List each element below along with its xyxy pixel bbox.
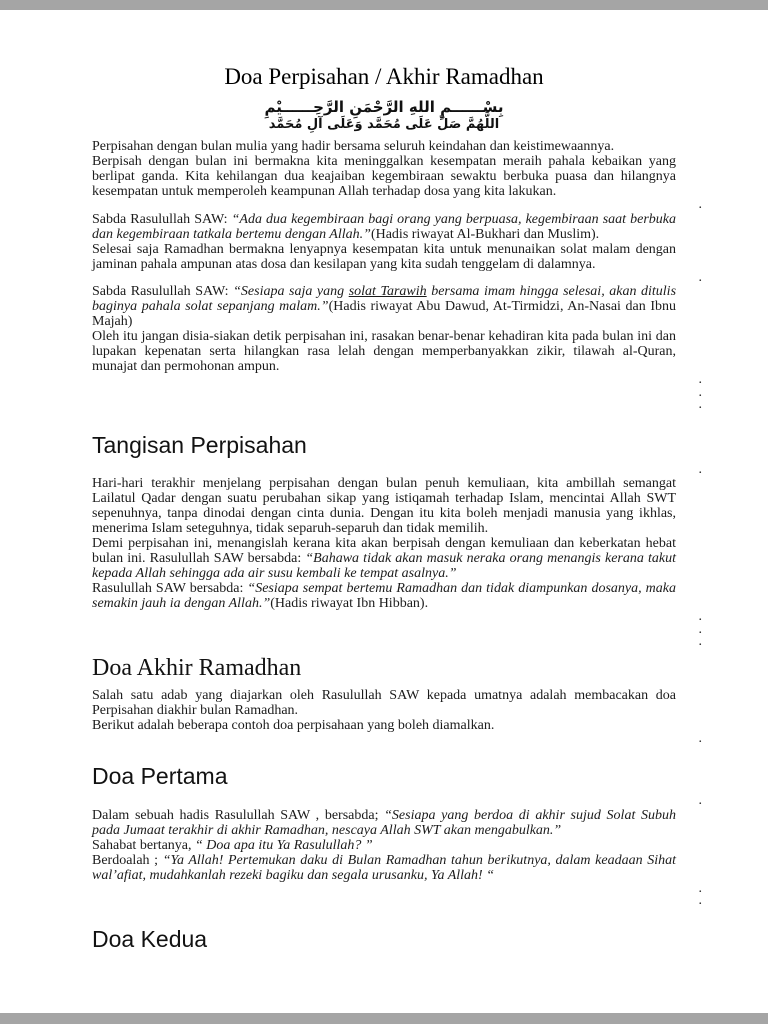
text-run: Berpisah dengan bulan ini bermakna kita meninggalkan kesempatan meraih pahala kebaikan yang berlipat ganda. Kita kehilangan dua keajaiban kegembiraan sewaktu berbuka puasa dan hilangnya kesempatan untuk memperoleh keampunan Allah terhadap dosa yang kita lakukan. (92, 154, 676, 199)
paragraph-hadis-ibn-hibban (92, 581, 676, 611)
text-run: Oleh itu jangan disia-siakan detik perpisahan ini, rasakan benar-benar kehadiran kita pada bulan ini dan lupakan kepenatan serta hilangkan rasa lelah dengan memperbanyakkan zikir, tilawah al-Quran, munajat dan permohonan ampun. (92, 329, 676, 374)
text-run: (Hadis riwayat Ibn Hibban). (270, 596, 429, 611)
text-run: Berdoalah ; (92, 852, 163, 868)
margin-dot-line: . (698, 397, 702, 412)
text-run: “Ya Allah! Pertemukan daku di Bulan Ramadhan tahun berikutnya, dalam keadaan Sihat wal’afiat, mudahkanlah rezeki bagiku dan segala urusanku, Ya Allah! “ (92, 852, 677, 883)
heading-doa-pertama: Doa Pertama (92, 763, 228, 789)
margin-dots (92, 611, 702, 649)
margin-dot-line: . (698, 893, 702, 908)
paragraph-salah-satu-adab (92, 688, 676, 718)
paragraph-intro (92, 139, 676, 154)
margin-dot-line: . (698, 730, 702, 746)
margin-dot (92, 730, 702, 746)
paragraph-berdoalah (92, 853, 676, 883)
margin-dot-line: . (698, 621, 702, 637)
text-run: “Sesiapa saja yang (233, 284, 349, 299)
document-content (92, 64, 702, 958)
text-run: Sabda Rasulullah SAW: (92, 284, 234, 299)
page-edge-bottom (0, 1013, 768, 1024)
margin-dot-line: . (698, 880, 702, 896)
paragraph-berpisah (92, 154, 676, 199)
margin-dot (92, 199, 702, 212)
text-run: “Sesiapa yang berdoa di akhir sujud Solat Subuh pada Jumaat terakhir di akhir Ramadhan, nescaya Allah SWT akan mengabulkan.” (92, 807, 676, 838)
paragraph-hari-hari-terakhir (92, 476, 676, 536)
arabic-bismillah-line: بِسْــــــمِ اللهِ الرَّحْمَنِ الرَّحِــــــيْمِ (264, 98, 504, 116)
text-run: Perpisahan dengan bulan mulia yang hadir bersama seluruh keindahan dan keistimewaannya. (92, 139, 615, 154)
paragraph-berikut-adalah (92, 718, 676, 733)
margin-dot-line: . (698, 269, 702, 285)
margin-dots (92, 880, 702, 908)
text-run: Salah satu adab yang diajarkan oleh Rasulullah SAW kepada umatnya adalah membacakan doa Perpisahan diakhir bulan Ramadhan. (92, 687, 676, 718)
paragraph-hadis-dua-kegembiraan (92, 212, 676, 242)
page-title: Doa Perpisahan / Akhir Ramadhan (224, 64, 544, 89)
text-run: “ Doa apa itu Ya Rasulullah? ” (195, 837, 373, 853)
paragraph-hadis-tarawih (92, 284, 676, 329)
text-run: Sahabat bertanya, (92, 837, 196, 853)
heading-doa-kedua: Doa Kedua (92, 925, 208, 952)
paragraph-sahabat-bertanya (92, 838, 676, 853)
margin-dot-line: . (698, 793, 702, 808)
paragraph-oleh-itu (92, 329, 676, 374)
text-run: bersama imam hingga selesai, akan ditulis baginya pahala solat sepanjang malam.” (92, 284, 677, 314)
text-run: Sabda Rasulullah SAW: (92, 211, 232, 227)
margin-dots (92, 374, 702, 412)
paragraph-demi-perpisahan (92, 536, 676, 581)
margin-dot (92, 795, 702, 808)
text-run: (Hadis riwayat Al-Bukhari dan Muslim). (370, 226, 600, 242)
heading-doa-akhir-ramadhan: Doa Akhir Ramadhan (92, 654, 302, 681)
arabic-salawat-line: اللَّهُمَّ صَلِّ عَلَى مُحَمَّد وَعَلَى آلِ مُحَمَّد (268, 116, 500, 132)
margin-dot-line: . (698, 197, 702, 212)
paragraph-hadis-sujud-subuh (92, 808, 676, 838)
margin-dot-line: . (698, 372, 702, 387)
text-run: “Ada dua kegembiraan bagi orang yang berpuasa, kegembiraan saat berbuka dan kegembiraan tatkala bertemu dengan Allah.” (92, 211, 676, 242)
text-run: Rasulullah SAW bersabda: (92, 581, 248, 596)
text-run: Selesai saja Ramadhan bermakna lenyapnya kesempatan kita untuk menunaikan solat malam dengan jaminan pahala ampunan atas dosa dan kesilapan yang kita sudah tenggelam di dalamnya. (92, 241, 676, 272)
text-run: (Hadis riwayat Abu Dawud, At-Tirmidzi, An-Nasai dan Ibnu Majah) (92, 299, 676, 329)
document-flow (92, 98, 702, 952)
margin-dot (92, 269, 702, 285)
paragraph-selesai-ramadhan (92, 242, 676, 272)
margin-dot-line: . (698, 461, 702, 477)
text-run: Dalam sebuah hadis Rasulullah SAW , bersabda; (92, 807, 385, 823)
margin-dot-line: . (698, 384, 702, 400)
text-run: Hari-hari terakhir menjelang perpisahan dengan bulan penuh kemuliaan, kita ambillah semangat Lailatul Qadar dengan suatu perubahan sikap yang istiqamah terhadap Islam, mencintai Allah SWT sepenuhnya, tanpa dinodai dengan cinta dunia. Dengan itu kita boleh menjadi manusia yang ikhlas, menerima Islam seteguhnya, tidak separuh-separuh dan tidak memilih. (92, 476, 676, 536)
text-run: Demi perpisahan ini, menangislah kerana kita akan berpisah dengan kemuliaan dan keberkatan hebat bulan ini. Rasulullah SAW bersabda: (92, 536, 676, 566)
margin-dot (92, 461, 702, 477)
heading-tangisan-perpisahan: Tangisan Perpisahan (92, 431, 307, 458)
margin-dot-line: . (698, 634, 702, 649)
text-run: “Bahawa tidak akan masuk neraka orang menangis kerana takut kepada Allah sehingga ada air susu kembali ke tempat asalnya.” (92, 551, 676, 581)
page-edge-top (0, 0, 768, 10)
text-run: Berikut adalah beberapa contoh doa perpisahaan yang boleh diamalkan. (92, 717, 495, 733)
margin-dot-line: . (698, 609, 702, 624)
solat-tarawih-link[interactable]: solat Tarawih (348, 284, 427, 299)
text-run: “Sesiapa sempat bertemu Ramadhan dan tidak diampunkan dosanya, maka semakin jauh ia dengan Allah.” (92, 581, 677, 611)
